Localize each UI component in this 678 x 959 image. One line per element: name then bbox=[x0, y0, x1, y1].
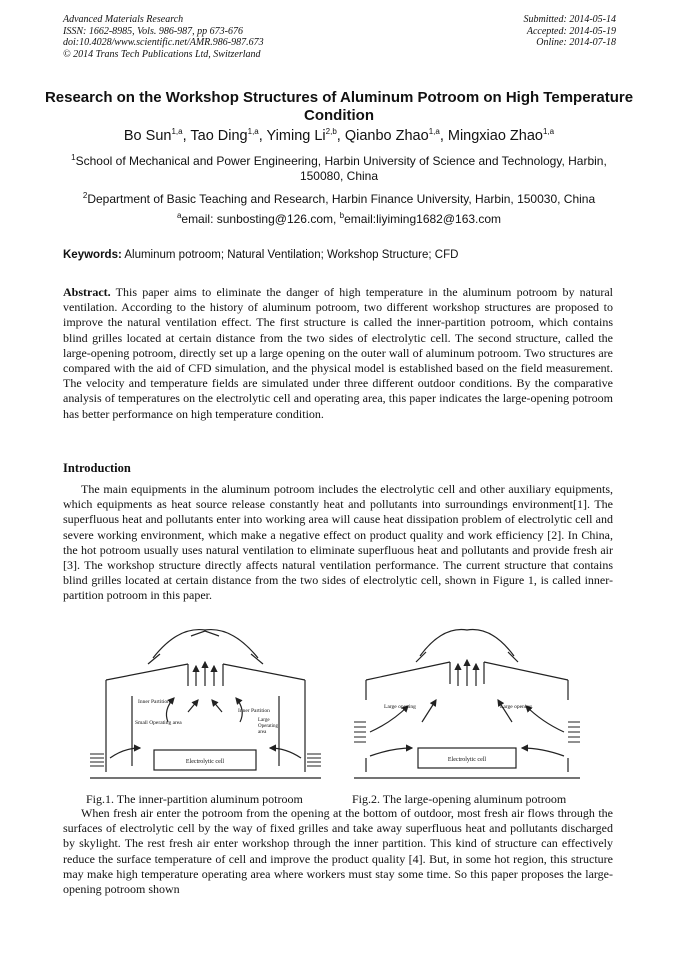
journal-copyright: © 2014 Trans Tech Publications Ltd, Switzerland bbox=[63, 48, 261, 60]
keywords bbox=[63, 249, 458, 261]
small-operating-area-label: Small Operating area bbox=[135, 720, 182, 726]
affiliation-1 bbox=[56, 154, 622, 183]
author-name: Qianbo Zhao bbox=[344, 128, 429, 144]
section-heading-introduction: Introduction bbox=[63, 461, 131, 475]
affiliation-mark: 1 bbox=[71, 153, 76, 162]
paper-title: Research on the Workshop Structures of Aluminum Potroom on High Temperature Condition bbox=[44, 89, 634, 124]
inlet-grille-left-icon bbox=[90, 754, 104, 766]
author-affiliation-mark: 1,a bbox=[171, 127, 183, 137]
author-name: Bo Sun bbox=[123, 128, 172, 144]
affiliation-text: School of Mechanical and Power Engineering, Harbin University of Science and Technology, Harbin, 150080, China bbox=[75, 154, 607, 183]
abstract bbox=[63, 285, 613, 422]
online-date: Online: 2014-07-18 bbox=[536, 37, 616, 48]
figure-1-caption: Fig.1. The inner-partition aluminum potroom bbox=[86, 792, 303, 806]
inner-partition-label-left: Inner Partition bbox=[138, 699, 170, 705]
journal-issn: ISSN: 1662-8985, Vols. 986-987, pp 673-676 bbox=[63, 25, 243, 37]
author-affiliation-mark: 1,a bbox=[247, 127, 259, 137]
intro-paragraph-1: The main equipments in the aluminum potroom includes the electrolytic cell and other auxiliary equipments, which equipments as heat source release constantly heat and pollutants into surroundings environment[1]. The superfluous heat and pollutants enter into working area will cause heat dissipation problem of electrolytic cell and severe working environment, which make a negative effect on product quality and work efficiency [2]. In China, the hot potroom usually uses natural ventilation to eliminate superfluous heat and pollutants and provide fresh air [3]. The workshop structure directly affects natural ventilation performance. The current structure that contains blind grilles located at certain distance from the two sides of electrolytic cell, shown in Figure 1, is called inner-partition potroom in this paper. bbox=[63, 482, 613, 603]
email-mark: b bbox=[339, 211, 345, 220]
email-b: email:liyiming1682@163.com bbox=[344, 212, 502, 226]
author-affiliation-mark: 2,b bbox=[325, 127, 337, 137]
email-a: email: sunbosting@126.com, bbox=[181, 212, 337, 226]
author-name: Tao Ding bbox=[190, 128, 248, 144]
large-opening-grille-left-icon bbox=[354, 722, 366, 742]
affiliation-text: Department of Basic Teaching and Research, Harbin Finance University, Harbin, 150030, China bbox=[87, 192, 596, 206]
author-name: Mingxiao Zhao bbox=[447, 128, 543, 144]
figure-2-caption: Fig.2. The large-opening aluminum potroom bbox=[352, 792, 567, 806]
affiliation-2 bbox=[56, 192, 622, 207]
keywords-label: Keywords: bbox=[63, 249, 122, 261]
electrolytic-cell-label: Electrolytic cell bbox=[185, 759, 225, 765]
author-name: Yiming Li bbox=[266, 128, 326, 144]
affiliation-mark: 2 bbox=[82, 191, 88, 200]
skylight-hood bbox=[148, 630, 263, 664]
inlet-grille-right-icon bbox=[307, 754, 321, 766]
submission-dates bbox=[524, 14, 617, 49]
journal-doi: doi:10.4028/www.scientific.net/AMR.986-987.673 bbox=[63, 37, 264, 48]
skylight-hood bbox=[416, 630, 518, 662]
large-operating-area-label: Operating bbox=[258, 724, 278, 729]
large-opening-label-left: Large opening bbox=[384, 704, 416, 710]
electrolytic-cell-label: Electrolytic cell bbox=[447, 757, 487, 763]
author-affiliation-mark: 1,a bbox=[428, 127, 440, 137]
abstract-label: Abstract. bbox=[63, 285, 111, 299]
figure-1-diagram bbox=[88, 626, 336, 792]
journal-header bbox=[63, 14, 264, 60]
airflow-arrows bbox=[110, 662, 301, 758]
large-opening-grille-right-icon bbox=[568, 722, 580, 742]
abstract-text: This paper aims to eliminate the danger of high temperature in the aluminum potroom by natural ventilation. According to the history of aluminum potroom, two different workshop structures are proposed to improve the natural ventilation effect. The first structure is called the inner-partition potroom, which contains blind grilles located at certain distance from the two sides of electrolytic cell. The second structure, called the large-opening potroom, directly set up a large opening on the outer wall of aluminum potroom. Two structures are compared with the aid of CFD simulation, and the physical model is established based on the field measurement. The velocity and temperature fields are simulated under three different outdoor conditions. By the comparative analysis of temperatures on the electrolytic cell and operating area, this paper indicates the large-opening potroom has better performance on high temperature condition. bbox=[63, 285, 613, 421]
large-operating-area-label: Large bbox=[258, 718, 270, 723]
author-affiliation-mark: 1,a bbox=[542, 127, 555, 137]
large-operating-area-label: area bbox=[258, 730, 267, 735]
author-emails bbox=[56, 212, 622, 227]
inner-partition-label-right: Inner Partition bbox=[238, 708, 270, 714]
author-list: Bo Sun$^{1,a}$, Tao Ding$^{1,a}$, Yiming Li$^{2,b}$, Qianbo Zhao$^{1,a}$, Mingxiao Zhao$^{1,a}$ bbox=[123, 127, 555, 144]
email-mark: a bbox=[176, 211, 182, 220]
figure-2-diagram bbox=[352, 626, 584, 792]
submitted-date: Submitted: 2014-05-14 bbox=[523, 14, 616, 25]
accepted-date: Accepted: 2014-05-19 bbox=[526, 25, 616, 37]
intro-paragraph-2: When fresh air enter the potroom from the opening at the bottom of outdoor, most fresh air flows through the surfaces of electrolytic cell by the way of fixed grilles and take away superfluous heat and pollutants discharged by skylight. The rest fresh air enter workshop through the inner partition. This kind of structure can effectively reduce the surface temperature of cell and improve the product quality [4]. But, in some hot region, this structure may make high temperature operating area where workers must stay some time. So this paper proposes the large-opening potroom shown bbox=[63, 806, 613, 897]
journal-name: Advanced Materials Research bbox=[63, 14, 184, 25]
keywords-text: Aluminum potroom; Natural Ventilation; Workshop Structure; CFD bbox=[124, 249, 459, 261]
large-opening-label-right: Large opening bbox=[500, 704, 532, 710]
